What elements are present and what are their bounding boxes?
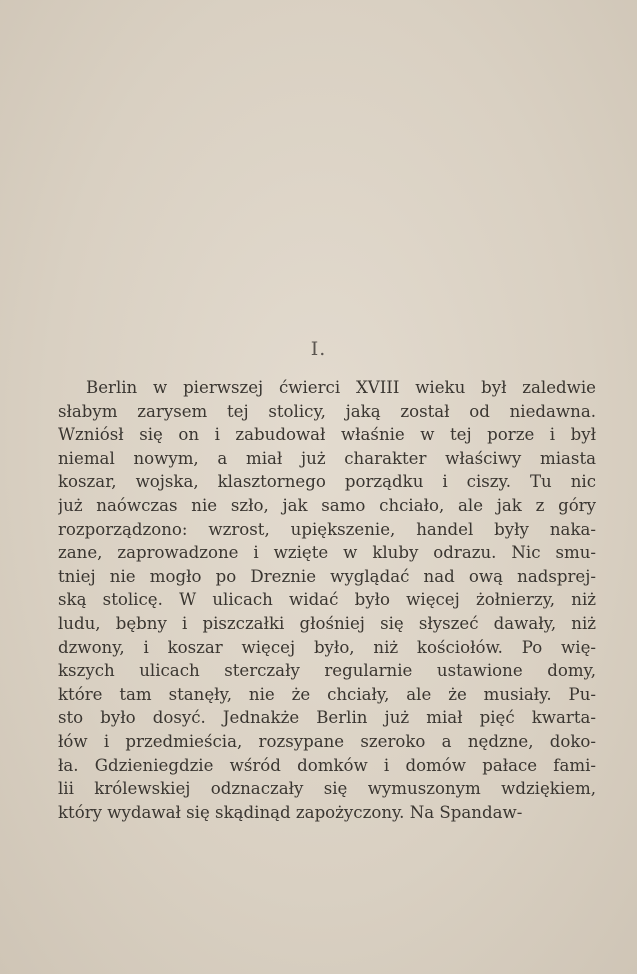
text-line: zane, zaprowadzone i wzięte w kluby odrazu. Nic smu-: [58, 543, 596, 563]
text-line: Berlin w pierwszej ćwierci XVIII wieku był zaledwie: [86, 378, 596, 397]
text-line: tniej nie mogło po Dreznie wyglądać nad ową nadsprej-: [58, 566, 596, 586]
paragraph: [58, 376, 596, 824]
text-line: sto było dosyć. Jednakże Berlin już miał pięć kwarta-: [58, 708, 596, 728]
text-line: ską stolicę. W ulicach widać było więcej żołnierzy, niż: [58, 590, 596, 610]
text-line: rozporządzono: wzrost, upiększenie, handel były naka-: [58, 519, 596, 539]
text-line: które tam stanęły, nie że chciały, ale że musiały. Pu-: [58, 684, 596, 704]
text-line: łów i przedmieścia, rozsypane szeroko a nędzne, doko-: [58, 731, 596, 751]
text-line: lii królewskiej odznaczały się wymuszonym wdziękiem,: [58, 779, 596, 799]
text-line: koszar, wojska, klasztornego porządku i ciszy. Tu nic: [58, 472, 596, 492]
chapter-heading: I.: [310, 338, 327, 360]
text-line: ła. Gdzieniegdzie wśród domków i domów pałace fami-: [58, 755, 596, 775]
text-line: Wzniósł się on i zabudował właśnie w tej porze i był: [58, 425, 596, 445]
text-line: ludu, bębny i piszczałki głośniej się słyszeć dawały, niż: [58, 613, 596, 633]
text-line: już naówczas nie szło, jak samo chciało, ale jak z góry: [58, 495, 596, 515]
text-line: słabym zarysem tej stolicy, jaką został od niedawna.: [58, 401, 596, 421]
text-line: który wydawał się skądinąd zapożyczony. Na Spandaw-: [58, 802, 523, 822]
text-line: niemal nowym, a miał już charakter właściwy miasta: [58, 448, 596, 468]
text-line: dzwony, i koszar więcej było, niż kościołów. Po wię-: [58, 637, 596, 657]
text-line: kszych ulicach sterczały regularnie ustawione domy,: [58, 661, 596, 681]
